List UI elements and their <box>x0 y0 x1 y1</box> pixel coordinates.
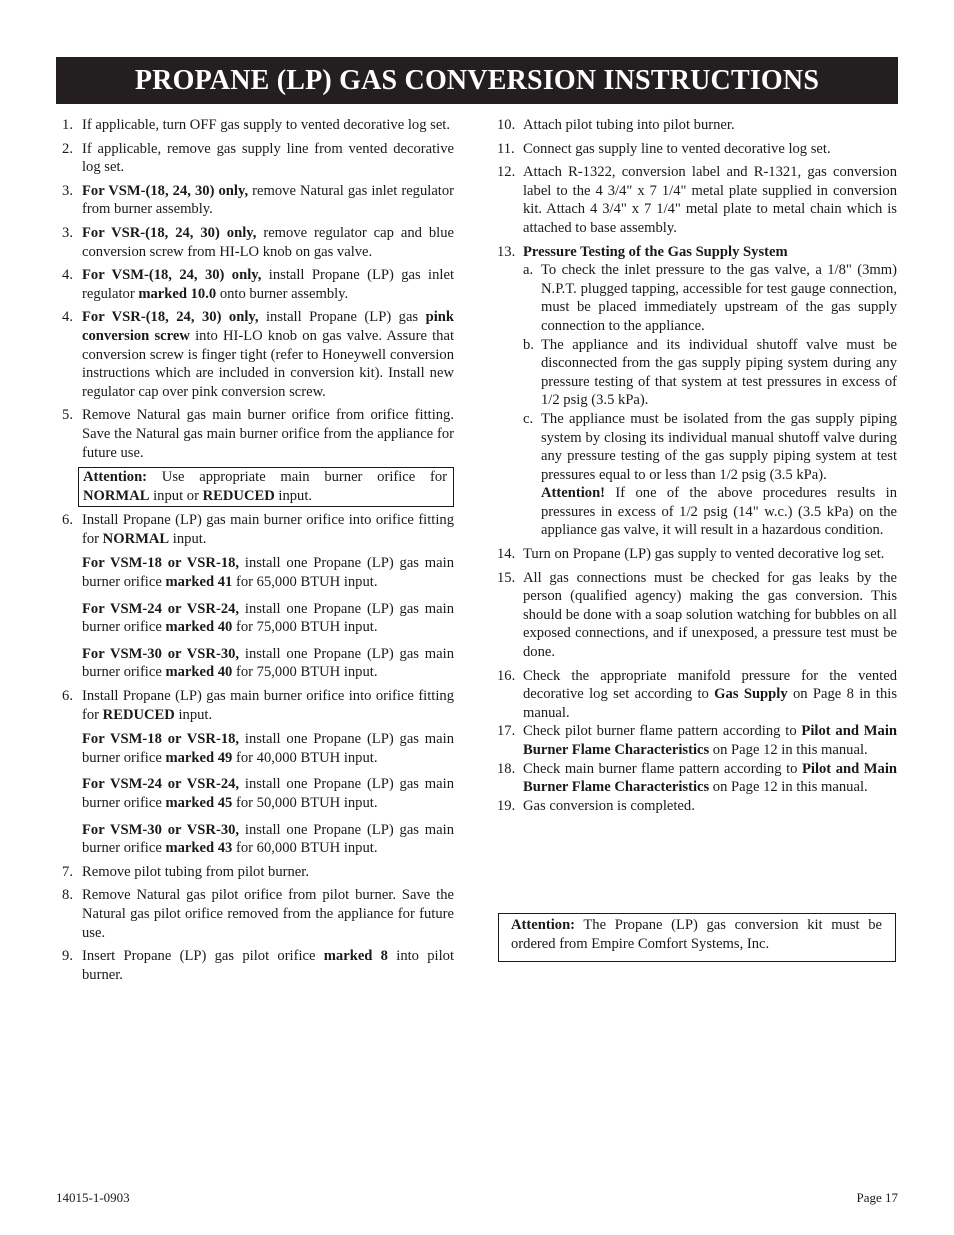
normal-model-30: For VSM-30 or VSR-30, install one Propane (LP) gas main burner orifice marked 40 for 75,000 BTUH input. <box>82 645 454 681</box>
reduced-model-24: For VSM-24 or VSR-24, install one Propane (LP) gas main burner orifice marked 45 for 50,000 BTUH input. <box>82 776 454 811</box>
step-7: 7. Remove pilot tubing from pilot burner. <box>62 863 309 880</box>
step-5: 5. Remove Natural gas main burner orifice from orifice fitting. Save the Natural gas main burner orifice from the appliance for future use. <box>62 407 454 461</box>
step-19: 19. Gas conversion is completed. <box>497 797 695 814</box>
page-number: Page 17 <box>856 1190 898 1205</box>
step-13-pressure-testing: 13. Pressure Testing of the Gas Supply System a. To check the inlet pressure to the gas valve, a 1/8" (3mm) N.P.T. plugged tapping, accessible for test gauge connection, must be placed immediately upstream of the gas supply connection to the appliance. b. The appliance and its individual shutoff valve must be disconnected from the gas supply piping system during any pressure testing of that system at test pressures in excess of 1/2 psig (3.5 kPa). c. The appliance must be isolated from the gas supply piping system by closing its individual manual shutoff valve during any pressure testing of the gas supply piping system at test pressures equal to or less than 1/2 psig (3.5 kPa). Attention! If one of the above procedures results in pressures in excess of 1/2 psig (14" w.c.) (3.5 kPa) on the appliance gas valve, it will result in a hazardous condition. <box>497 243 897 539</box>
step-4-vsr: 4. For VSR-(18, 24, 30) only, install Propane (LP) gas pink conversion screw into HI-LO knob on gas valve. Assure that conversion screw is finger tight (refer to Honeywell conversion instructions which are included in conversion kit). Install new regulator cap over pink conversion screw. <box>62 309 455 400</box>
step-14: 14. Turn on Propane (LP) gas supply to vented decorative log set. <box>497 546 885 563</box>
step-11: 11. Connect gas supply line to vented decorative log set. <box>497 140 831 157</box>
step-4-vsm: 4. For VSM-(18, 24, 30) only, install Propane (LP) gas inlet regulator marked 10.0 onto burner assembly. <box>62 267 454 302</box>
doc-number: 14015-1-0903 <box>56 1190 130 1205</box>
step-6-reduced: 6. Install Propane (LP) gas main burner orifice into orifice fitting for REDUCED input. <box>62 688 454 723</box>
normal-model-24: For VSM-24 or VSR-24, install one Propane (LP) gas main burner orifice marked 40 for 75,000 BTUH input. <box>82 600 454 636</box>
step-1: 1. If applicable, turn OFF gas supply to vented decorative log set. <box>62 117 451 133</box>
left-column <box>56 116 454 989</box>
step-8: 8. Remove Natural gas pilot orifice from pilot burner. Save the Natural gas pilot orifice removed from the appliance for future use. <box>62 887 454 941</box>
step-9: 9. Insert Propane (LP) gas pilot orifice marked 8 into pilot burner. <box>62 948 454 983</box>
step-16: 16. Check the appropriate manifold pressure for the vented decorative log set according to Gas Supply on Page 8 in this manual. <box>497 667 897 721</box>
step-6-normal: 6. Install Propane (LP) gas main burner orifice into orifice fitting for NORMAL input. <box>62 512 454 547</box>
step-3-vsr: 3. For VSR-(18, 24, 30) only, remove regulator cap and blue conversion screw from HI-LO knob on gas valve. <box>62 224 455 260</box>
pressure-heading: Pressure Testing of the Gas Supply System <box>523 243 788 260</box>
step-10: 10. Attach pilot tubing into pilot burner. <box>497 117 735 133</box>
step-15: 15. All gas connections must be checked for gas leaks by the person (qualified agency) making the gas conversion. This should be done with a soap solution watching for bubbles on all exposed connections, and if unexposed, a pressure test must be done. <box>497 569 897 661</box>
pressure-item-c: c. The appliance must be isolated from the gas supply piping system by closing its individual manual shutoff valve during any pressure testing of the gas supply piping system at test pressures equal to or less than 1/2 psig (3.5 kPa). <box>523 410 897 483</box>
right-column <box>497 116 897 820</box>
reduced-model-30: For VSM-30 or VSR-30, install one Propane (LP) gas main burner orifice marked 43 for 60,000 BTUH input. <box>82 821 454 857</box>
reduced-model-18: For VSM-18 or VSR-18, install one Propane (LP) gas main burner orifice marked 49 for 40,000 BTUH input. <box>82 731 454 766</box>
normal-model-18: For VSM-18 or VSR-18, install one Propane (LP) gas main burner orifice marked 41 for 65,000 BTUH input. <box>82 555 454 591</box>
pressure-attention: Attention! If one of the above procedures results in pressures in excess of 1/2 psig (14" w.c.) (3.5 kPa) on the appliance gas valve, it will result in a hazardous condition. <box>541 485 897 539</box>
step-12: 12. Attach R-1322, conversion label and R-1321, gas conversion label to the 4 3/4" x 7 1/4" metal plate supplied in conversion kit. Attach 4 3/4" x 7 1/4" metal plate to metal chain which is attached to base assembly. <box>497 164 897 236</box>
pressure-item-b: b. The appliance and its individual shutoff valve must be disconnected from the gas supply piping system during any pressure testing of that system at test pressures in excess of 1/2 psig (3.5 kPa). <box>523 336 897 409</box>
page-title: PROPANE (LP) GAS CONVERSION INSTRUCTIONS <box>56 57 898 104</box>
pressure-item-a: a. To check the inlet pressure to the gas valve, a 1/8" (3mm) N.P.T. plugged tapping, accessible for test gauge connection, must be placed immediately upstream of the gas supply connection to the appliance. <box>523 262 897 334</box>
step-3-vsm: 3. For VSM-(18, 24, 30) only, remove Natural gas inlet regulator from burner assembly. <box>62 182 455 218</box>
step-2: 2. If applicable, remove gas supply line from vented decorative log set. <box>62 140 454 176</box>
step-17: 17. Check pilot burner flame pattern according to Pilot and Main Burner Flame Characteristics on Page 12 in this manual. <box>497 723 897 758</box>
kit-attention-box: Attention: The Propane (LP) gas conversion kit must be ordered from Empire Comfort Systems, Inc. <box>498 913 896 962</box>
orifice-attention-box: Attention: Use appropriate main burner orifice for NORMAL input or REDUCED input. <box>78 467 454 507</box>
step-18: 18. Check main burner flame pattern according to Pilot and Main Burner Flame Characteristics on Page 12 in this manual. <box>497 760 898 796</box>
